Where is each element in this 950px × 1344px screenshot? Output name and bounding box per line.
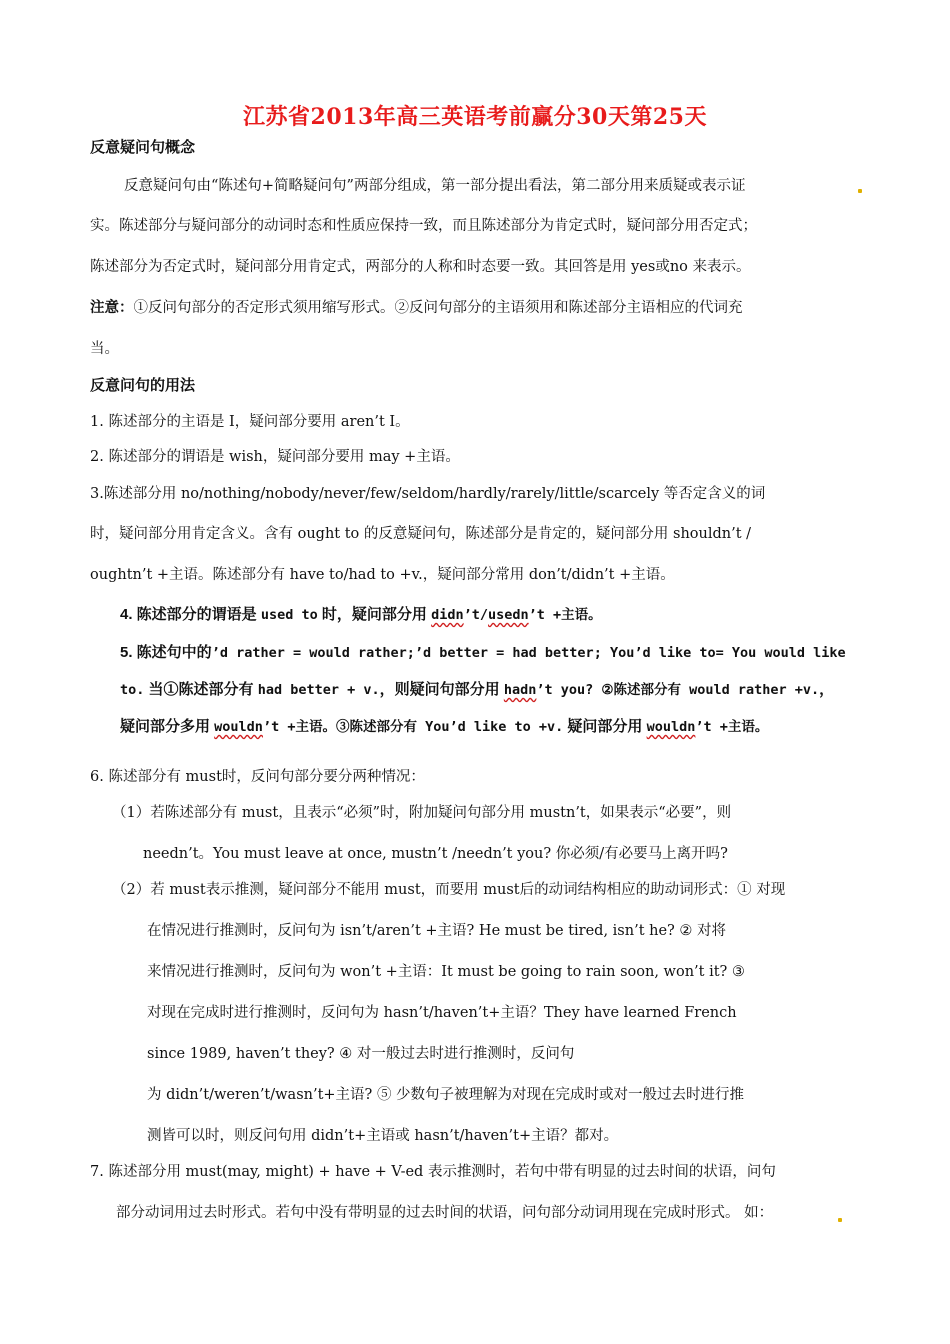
list-item-5-line-1: 5. 陈述句中的’d rather = would rather;’d better = had better; You’d like to= You would like (120, 644, 846, 661)
list-item-1: 1. 陈述部分的主语是 I，疑问部分要用 aren’t I。 (90, 414, 410, 430)
note-line (90, 298, 743, 318)
list-item-5-line-3: 疑问部分多用 wouldn’t +主语。③陈述部分有 You’d like to +v. 疑问部分用 wouldn’t +主语。 (120, 718, 769, 735)
list-item-7-line-1: 7. 陈述部分用 must(may, might) + have + V-ed 表示推测时，若句中带有明显的过去时间的状语，问句 (90, 1164, 776, 1180)
note-label: 注意： (90, 299, 134, 316)
list-item-5-line-2: to. 当①陈述部分有 had better + v.，则疑问句部分用 hadn’t you? ②陈述部分有 would rather +v.， (120, 681, 835, 698)
document-title: 江苏省2013年高三英语考前赢分30天第25天 (243, 104, 707, 130)
list-item-3-line-2: 时，疑问部分用肯定含义。含有 ought to 的反意疑问句，陈述部分是肯定的，疑问部分用 shouldn’t / (90, 526, 752, 542)
list-item-6-2-line-1: （2）若 must表示推测，疑问部分不能用 must，而要用 must后的动词结构相应的助动词形式：① 对现 (112, 882, 786, 898)
list-item-2: 2. 陈述部分的谓语是 wish，疑问部分要用 may +主语。 (90, 449, 460, 465)
list-item-4: 4. 陈述部分的谓语是 used to 时，疑问部分用 didn’t/usedn’t +主语。 (120, 606, 602, 623)
list-item-3-line-3: oughtn’t +主语。陈述部分有 have to/had to +v.，疑问部分常用 don’t/didn’t +主语。 (90, 567, 675, 583)
paragraph-line: 实。陈述部分与疑问部分的动词时态和性质应保持一致，而且陈述部分为肯定式时，疑问部分用否定式； (90, 218, 757, 234)
marker-dot (858, 189, 862, 193)
list-item-7-line-2: 部分动词用过去时形式。若句中没有带明显的过去时间的状语，问句部分动词用现在完成时形式。 如： (116, 1205, 774, 1221)
list-item-6-2-line-4: 对现在完成时进行推测时，反问句为 hasn’t/haven’t+主语？They have learned French (147, 1005, 737, 1021)
section-heading-usage: 反意问句的用法 (90, 377, 196, 394)
paragraph-line: 陈述部分为否定式时，疑问部分用肯定式，两部分的人称和时态要一致。其回答是用 yes或no 来表示。 (90, 259, 751, 275)
marker-dot (838, 1218, 842, 1222)
list-item-6-2-line-6: 为 didn’t/weren’t/wasn’t+主语? ⑤ 少数句子被理解为对现在完成时或对一般过去时进行推 (147, 1087, 745, 1103)
note-line-2: 当。 (90, 341, 119, 357)
paragraph-line: 反意疑问句由“陈述句+简略疑问句”两部分组成，第一部分提出看法，第二部分用来质疑或表示证 (124, 178, 746, 194)
list-item-6-2-line-3: 来情况进行推测时，反问句为 won’t +主语：It must be going to rain soon, won’t it? ③ (147, 964, 745, 980)
list-item-6-2-line-5: since 1989, haven’t they? ④ 对一般过去时进行推测时，反问句 (147, 1046, 575, 1062)
list-item-6-1-line-2: needn’t。You must leave at once, mustn’t /needn’t you? 你必须/有必要马上离开吗? (143, 846, 728, 862)
section-heading-concept: 反意疑问句概念 (90, 139, 196, 156)
list-item-6: 6. 陈述部分有 must时，反问句部分要分两种情况： (90, 769, 425, 785)
list-item-6-1-line-1: （1）若陈述部分有 must，且表示“必须”时，附加疑问句部分用 mustn’t，如果表示“必要”，则 (112, 805, 732, 821)
list-item-6-2-line-7: 测皆可以时，则反问句用 didn’t+主语或 hasn’t/haven’t+主语？都对。 (147, 1128, 619, 1144)
note-text: ①反问句部分的否定形式须用缩写形式。②反问句部分的主语须用和陈述部分主语相应的代词充 (133, 300, 743, 316)
list-item-3-line-1: 3.陈述部分用 no/nothing/nobody/never/few/seldom/hardly/rarely/little/scarcely 等否定含义的词 (90, 486, 766, 502)
list-item-6-2-line-2: 在情况进行推测时，反问句为 isn’t/aren’t +主语? He must be tired, isn’t he? ② 对将 (147, 923, 727, 939)
